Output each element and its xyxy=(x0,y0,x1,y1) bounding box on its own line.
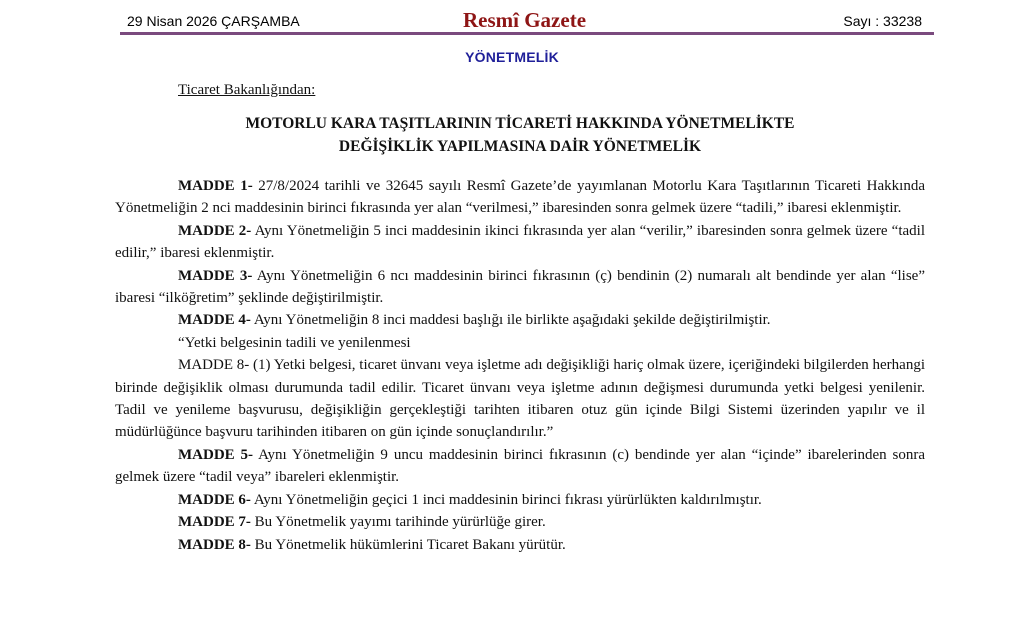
article-text: Aynı Yönetmeliğin 8 inci maddesi başlığı ile birlikte aşağıdaki şekilde değiştirilmiştir. xyxy=(250,312,771,329)
gazette-masthead: Resmî Gazete xyxy=(462,8,587,32)
article-label: MADDE 8- xyxy=(178,536,251,553)
article-label: MADDE 6- xyxy=(178,491,251,508)
article-label: MADDE 4- xyxy=(178,312,251,329)
document-title xyxy=(115,112,925,158)
article-paragraph xyxy=(115,511,925,533)
header-divider xyxy=(120,32,934,35)
section-heading: YÖNETMELİK xyxy=(465,49,559,65)
article-label: MADDE 5- xyxy=(178,446,254,463)
article-text: Aynı Yönetmeliğin 9 uncu maddesinin birinci fıkrasının (c) bendinde yer alan “içinde” ibarelerinden sonra gelmek üzere “tadil veya” ibareleri eklenmiştir. xyxy=(115,446,925,486)
article-text: Bu Yönetmelik hükümlerini Ticaret Bakanı yürütür. xyxy=(250,536,566,553)
issuing-authority: Ticaret Bakanlığından: xyxy=(178,82,316,98)
article-paragraph xyxy=(115,220,925,265)
quoted-heading xyxy=(115,332,925,354)
article-text: MADDE 8- (1) Yetki belgesi, ticaret ünvanı veya işletme adı değişikliği hariç olmak üzere, içeriğindeki bilgilerden herhangi birinde değişiklik olması durumunda tadil edilir. Ticaret ünvanı veya işletme adının değişmesi durumunda yetki belgesi yenilenir. Tadil ve yenileme başvurusu, değişikliğin gerçekleştiği tarihten itibaren otuz gün içinde Bilgi Sistemi üzerinden yapılır ve il müdürlüğünce başvuru tarihinden itibaren on gün içinde sonuçlandırılır.” xyxy=(115,357,925,441)
article-paragraph xyxy=(115,534,925,556)
gazette-issue-number: Sayı : 33238 xyxy=(843,13,922,29)
article-text: Aynı Yönetmeliğin 5 inci maddesinin ikinci fıkrasında yer alan “verilir,” ibaresinden sonra gelmek üzere “tadil edilir,” ibaresi eklenmiştir. xyxy=(115,222,925,262)
article-text: Bu Yönetmelik yayımı tarihinde yürürlüğe girer. xyxy=(250,514,546,531)
document-title-line1: MOTORLU KARA TAŞITLARININ TİCARETİ HAKKINDA YÖNETMELİKTE xyxy=(245,115,795,132)
article-label: MADDE 2- xyxy=(178,222,252,239)
document-title-line2: DEĞİŞİKLİK YAPILMASINA DAİR YÖNETMELİK xyxy=(338,138,702,155)
gazette-date: 29 Nisan 2026 ÇARŞAMBA xyxy=(127,13,300,29)
article-text: “Yetki belgesinin tadili ve yenilenmesi xyxy=(178,334,411,351)
article-paragraph xyxy=(115,444,925,489)
article-paragraph xyxy=(115,489,925,511)
article-label: MADDE 3- xyxy=(178,267,253,284)
article-text: Aynı Yönetmeliğin geçici 1 inci maddesinin birinci fıkrası yürürlükten kaldırılmıştır. xyxy=(250,491,762,508)
article-paragraph xyxy=(115,309,925,331)
article-text: 27/8/2024 tarihli ve 32645 sayılı Resmî Gazete’de yayımlanan Motorlu Kara Taşıtlarının Ticareti Hakkında Yönetmeliğin 2 nci maddesinin birinci fıkrasında yer alan “verilmesi,” ibaresinden sonra gelmek üzere “tadili,” ibaresi eklenmiştir. xyxy=(115,178,925,217)
article-paragraph xyxy=(115,175,925,220)
article-label: MADDE 1- xyxy=(178,178,253,194)
gazette-header xyxy=(115,8,934,32)
article-label: MADDE 7- xyxy=(178,514,251,531)
document-body xyxy=(115,175,925,556)
article-text: Aynı Yönetmeliğin 6 ncı maddesinin birinci fıkrasının (ç) bendinin (2) numaralı alt bendinde yer alan “lise” ibaresi “ilköğretim” şeklinde değiştirilmiştir. xyxy=(115,267,925,307)
document-content xyxy=(115,80,925,556)
quoted-article-paragraph xyxy=(115,354,925,444)
article-paragraph xyxy=(115,265,925,310)
